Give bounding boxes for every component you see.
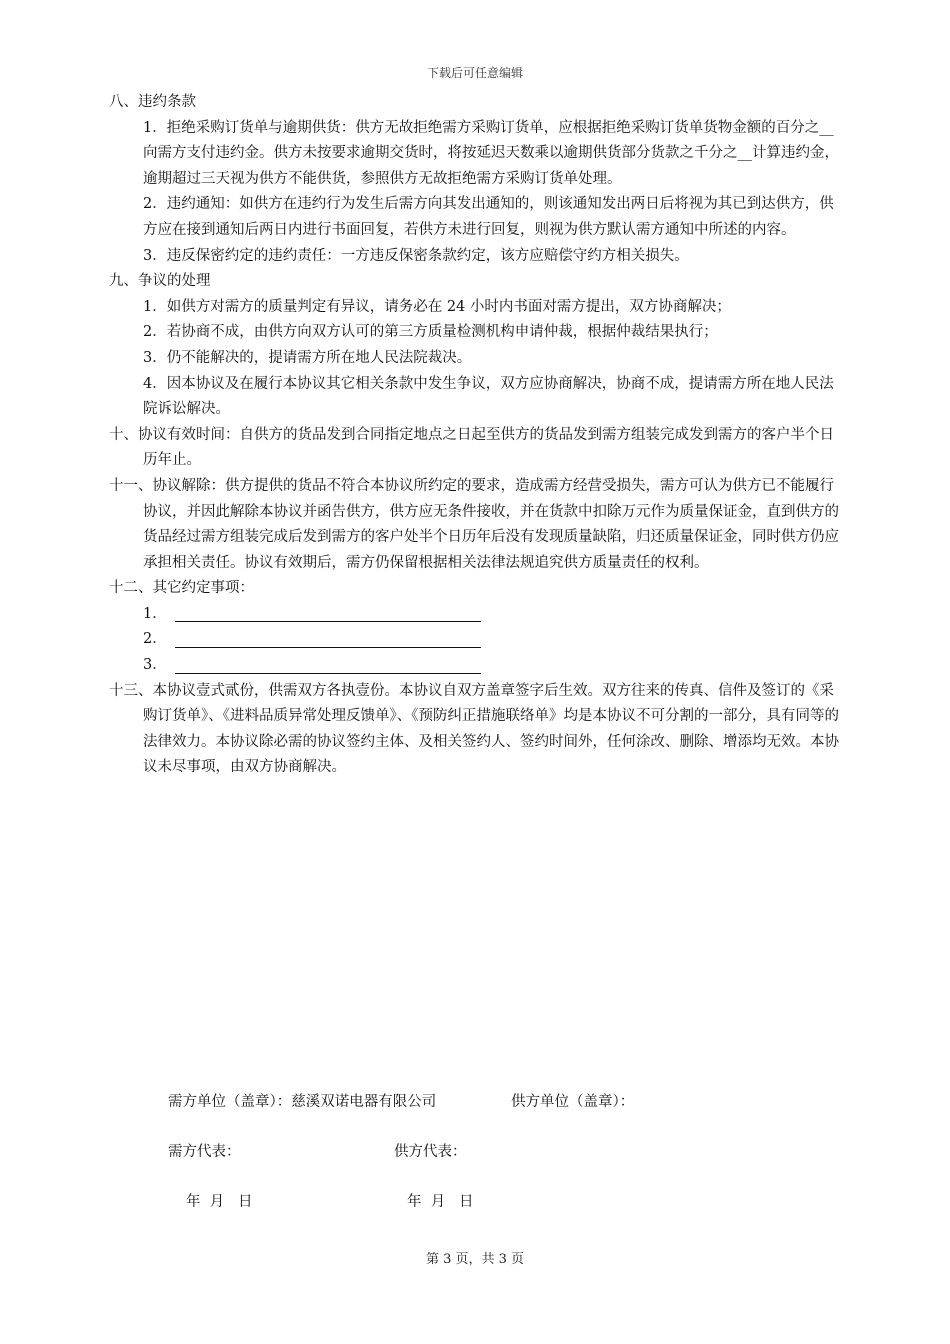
blank-line-1-rule — [175, 606, 481, 622]
section-12-title: 十二、其它约定事项： — [109, 580, 254, 597]
supplier-representative: 供方代表： — [394, 1144, 467, 1160]
blank-line-2 — [109, 627, 844, 653]
blank-line-2-rule — [175, 632, 481, 648]
section-11: 十一、协议解除：供方提供的货品不符合本协议所约定的要求，造成需方经营受损失，需方可认为供方已不能履行协议，并因此解除本协议并函告供方，供方应无条件接收，并在货款中扣除万元作为质量保证金，直到供方的货品经过需方组装完成后发到需方的客户处半个日历年后没有发现质量缺陷，归还质量保证金，同时供方仍应承担相关责任。协议有效期后，需方仍保留根据相关法律法规追究供方质量责任的权利。 — [109, 477, 839, 571]
page-footer: 第 3 页，共 3 页 — [425, 1252, 525, 1267]
blank-line-1 — [109, 602, 844, 628]
blank-line-3-label: 3． — [143, 657, 167, 674]
section-8-item-1: 1．拒绝采购订货单与逾期供货：供方无故拒绝需方采购订货单，应根据拒绝采购订货单货物金额的百分之__ 向需方支付违约金。供方未按要求逾期交货时，将按延迟天数乘以逾期供货部分货款之千分之__计算违约金，逾期超过三天视为供方不能供货，参照供方无故拒绝需方采购订货单处理。 — [143, 119, 839, 187]
blank-line-1-label: 1． — [143, 605, 167, 622]
section-9-item-4: 4．因本协议及在履行本协议其它相关条款中发生争议，双方应协商解决，协商不成，提请需方所在地人民法院诉讼解决。 — [143, 375, 834, 418]
section-9-title: 九、争议的处理 — [109, 273, 211, 290]
section-9-item-1: 1．如供方对需方的质量判定有异议，请务必在 24 小时内书面对需方提出，双方协商解决； — [143, 298, 731, 315]
buyer-representative: 需方代表： — [168, 1144, 241, 1160]
page-header: 下载后可任意编辑 — [426, 66, 523, 80]
section-8-title: 八、违约条款 — [109, 94, 196, 110]
buyer-unit: 需方单位（盖章）：慈溪双诺电器有限公司 — [168, 1094, 437, 1110]
document-body — [109, 90, 844, 781]
blank-line-3-rule — [175, 658, 481, 674]
section-9-item-3: 3．仍不能解决的，提请需方所在地人民法院裁决。 — [143, 349, 472, 366]
blank-line-3 — [109, 653, 844, 679]
supplier-date: 年 月 日 — [407, 1194, 474, 1210]
section-8-item-3: 3．违反保密约定的违约责任：一方违反保密条款约定，该方应赔偿守约方相关损失。 — [143, 247, 689, 264]
section-10: 十、协议有效时间：自供方的货品发到合同指定地点之日起至供方的货品发到需方组装完成发到需方的客户半个日历年止。 — [109, 426, 834, 469]
supplier-unit: 供方单位（盖章）： — [511, 1094, 635, 1110]
section-9-item-2: 2．若协商不成，由供方向双方认可的第三方质量检测机构申请仲裁，根据仲裁结果执行； — [143, 324, 718, 341]
blank-line-2-label: 2． — [143, 631, 167, 648]
section-13: 十三、本协议壹式贰份，供需双方各执壹份。本协议自双方盖章签字后生效。双方往来的传真、信件及签订的《采购订货单》、《进料品质异常处理反馈单》、《预防纠正措施联络单》均是本协议不可分割的一部分，具有同等的法律效力。本协议除必需的协议签约主体、及相关签约人、签约时间外，任何涂改、删除、增添均无效。本协议未尽事项，由双方协商解决。 — [109, 682, 839, 776]
buyer-date: 年 月 日 — [186, 1194, 253, 1210]
section-8-item-2: 2．违约通知：如供方在违约行为发生后需方向其发出通知的，则该通知发出两日后将视为其已到达供方，供方应在接到通知后两日内进行书面回复，若供方未进行回复，则视为供方默认需方通知中所述的内容。 — [143, 196, 834, 238]
